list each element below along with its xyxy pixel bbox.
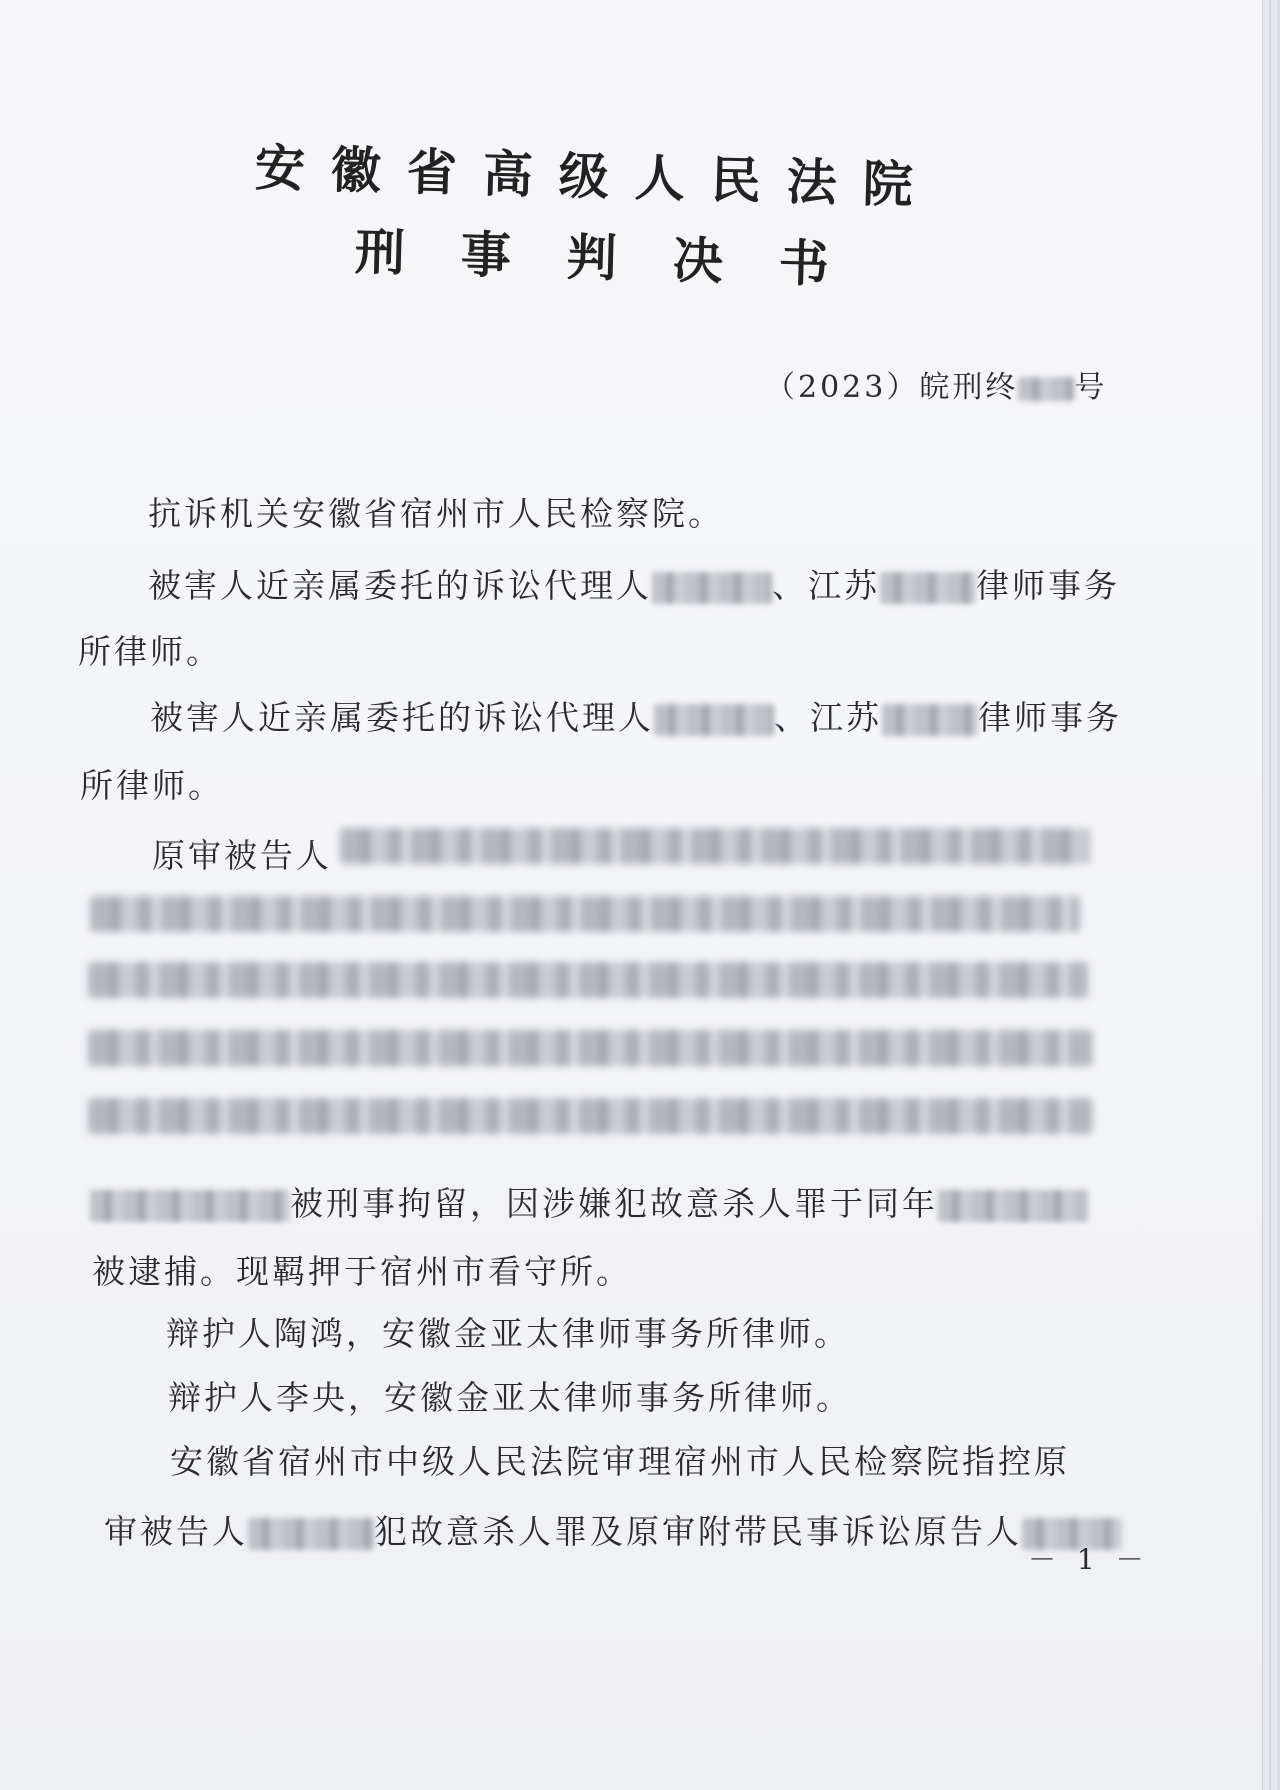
redacted-case-number: [1018, 377, 1074, 401]
case-number: [765, 362, 1107, 406]
case-number-suffix: 号: [1074, 370, 1108, 405]
trial-line-2-a: 审被告人: [104, 1512, 248, 1551]
agent2-firm-a: 江苏: [810, 698, 882, 737]
redacted-agent1-firm: [880, 572, 976, 604]
page-stack-edge: [1270, 0, 1277, 1790]
redacted-defendant-info: [340, 828, 1090, 864]
redacted-defendant-info: [88, 962, 1088, 998]
detention-line: [90, 1178, 1088, 1225]
redacted-agent2-name: [654, 704, 774, 736]
detention-text: 被刑事拘留，因涉嫌犯故意杀人罪于同年: [290, 1184, 938, 1223]
redacted-detention-date: [90, 1190, 290, 1222]
agent1-continuation: 所律师。: [78, 632, 222, 671]
agent2-line: 被害人近亲属委托的诉讼代理人 、江苏 律师事务: [150, 698, 1122, 737]
page-number: － 1 －: [1028, 1543, 1150, 1576]
case-number-prefix: （2023）皖刑终: [765, 370, 1019, 405]
defendant-line: [152, 830, 332, 877]
redacted-agent2-firm: [882, 704, 978, 736]
redacted-agent1-name: [652, 572, 772, 604]
agent1-prefix: 被害人近亲属委托的诉讼代理人: [148, 566, 652, 605]
page-stack-edge: [1262, 0, 1269, 1790]
redacted-defendant-name: [248, 1518, 374, 1550]
agent2-prefix: 被害人近亲属委托的诉讼代理人: [150, 698, 654, 737]
agent1-line: 被害人近亲属委托的诉讼代理人 、江苏 律师事务: [148, 566, 1120, 605]
redacted-arrest-date: [938, 1190, 1088, 1222]
trial-line-1: 安徽省宿州市中级人民法院审理宿州市人民检察院指控原: [170, 1442, 1070, 1481]
defender2-line: 辩护人李央，安徽金亚太律师事务所律师。: [168, 1378, 852, 1417]
agent1-firm-a: 江苏: [808, 566, 880, 605]
redacted-defendant-info: [90, 896, 1080, 932]
agent1-firm-b: 律师事务: [976, 566, 1120, 605]
defendant-prefix: 原审被告人: [152, 836, 332, 875]
arrest-line: 被逮捕。现羁押于宿州市看守所。: [92, 1252, 632, 1291]
redacted-defendant-info: [88, 1098, 1092, 1134]
protest-organ-line: 抗诉机关安徽省宿州市人民检察院。: [148, 494, 724, 533]
trial-line-2-b: 犯故意杀人罪及原审附带民事诉讼原告人: [374, 1512, 1022, 1551]
redacted-defendant-info: [88, 1030, 1092, 1066]
defender1-line: 辩护人陶鸿，安徽金亚太律师事务所律师。: [166, 1314, 850, 1353]
document-type-title: 刑事判决书: [354, 223, 886, 295]
agent2-continuation: 所律师。: [80, 766, 224, 805]
agent2-firm-b: 律师事务: [978, 698, 1122, 737]
court-name-title: 安徽省高级人民法院: [254, 139, 940, 215]
trial-line-2: [104, 1506, 1122, 1553]
